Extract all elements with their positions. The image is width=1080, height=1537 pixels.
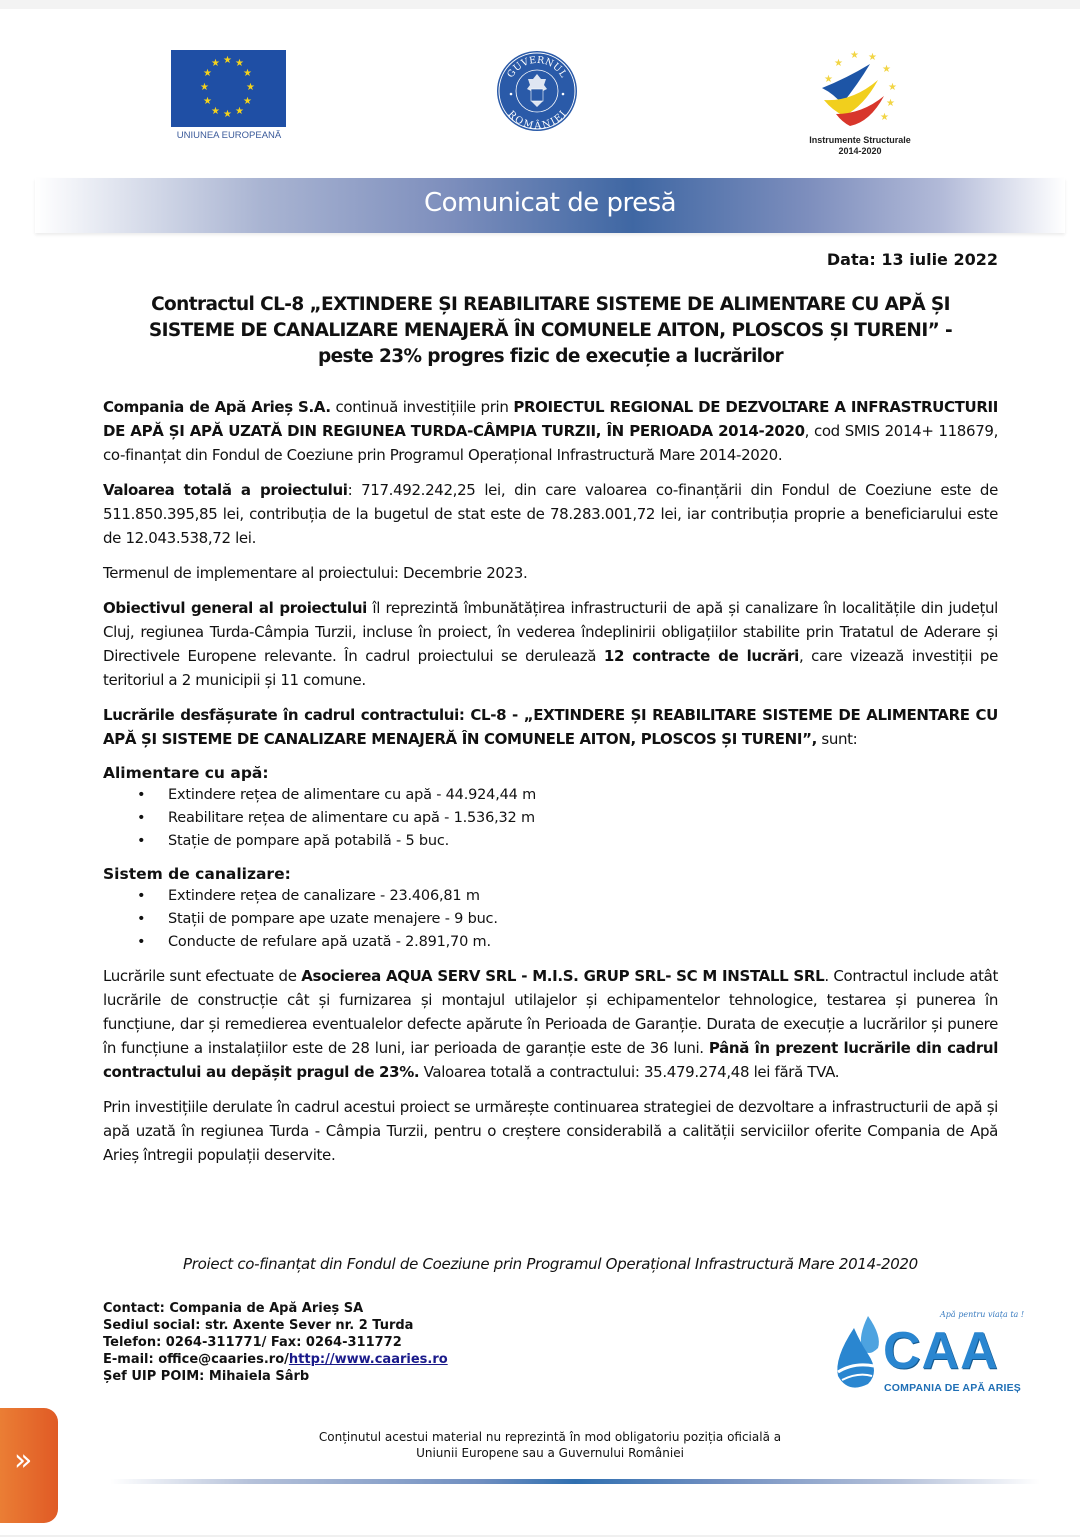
title-line3: peste 23% progres fizic de execuție a lucrărilor: [317, 346, 784, 367]
paragraph-project-value: [103, 478, 998, 550]
svg-text:★: ★: [868, 52, 877, 63]
contact-address: Sediul social: str. Axente Sever nr. 2 Turda: [103, 1318, 414, 1333]
objective-text: îl reprezintă îmbunătățirea infrastructurii de apă și canalizare în localitățile din județul Cluj, regiunea Turda-Câmpia Turzii, incluse în proiect, în vederea îndeplinirii obligațiilor stabilite prin Tratatul de Aderare și Directivele Europene relevante. În cadrul proiectului se derulează: [103, 599, 998, 665]
caa-logo: [828, 1310, 1038, 1400]
logo-header: [0, 40, 1080, 170]
banner-title: Comunicat de presă: [423, 188, 677, 218]
list-item: • Stații de pompare ape uzate menajere - 9 buc.: [137, 908, 998, 931]
eu-label: UNIUNEA EUROPEANĂ: [176, 130, 282, 141]
website-link[interactable]: http://www.caaries.ro: [288, 1352, 448, 1367]
contact-manager: Șef UIP POIM: Mihaiela Sârb: [103, 1369, 310, 1384]
star-icon: ★: [223, 109, 232, 120]
contracts-count: 12 contracte de lucrări: [603, 647, 799, 665]
project-value-label: Valoarea totală a proiectului: [103, 481, 348, 499]
list-item: • Extindere rețea de alimentare cu apă - 44.924,44 m: [137, 784, 998, 807]
water-supply-heading: Alimentare cu apă:: [103, 764, 269, 782]
caa-slogan: Apă pentru viața ta !: [940, 1310, 1025, 1319]
water-supply-list: [137, 784, 998, 853]
list-item: • Conducte de refulare apă uzată - 2.891,70 m.: [137, 931, 998, 954]
progress-statement: Până în prezent lucrările din cadrul contractului au depășit pragul de 23%.: [103, 1039, 998, 1081]
sewerage-list: [137, 885, 998, 954]
objective-text-end: , care vizează investiții pe teritoriul a 2 municipii și 11 comune.: [103, 647, 998, 689]
star-icon: ★: [246, 82, 255, 93]
works-label: Lucrările desfășurate în cadrul contractului: CL-8 - „EXTINDERE ȘI REABILITARE SISTEME DE ALIMENTARE CU APĂ ȘI SISTEME DE CANALIZARE MENAJERĂ ÎN COMUNELE AITON, PLOSCOS ȘI TURENI”,: [103, 706, 998, 748]
star-icon: ★: [243, 96, 252, 107]
disclaimer-line2: Uniunii Europene sau a Guvernului României: [416, 1446, 684, 1460]
works-text: sunt:: [816, 730, 858, 748]
sewerage-heading: Sistem de canalizare:: [103, 865, 291, 883]
star-icon: ★: [211, 58, 220, 69]
list-item: • Extindere rețea de canalizare - 23.406,81 m: [137, 885, 998, 908]
intro-text-end: , cod SMIS 2014+ 118679, co-finanțat din Fondul de Coeziune prin Programul Operațional Infrastructură Mare 2014-2020.: [103, 422, 998, 464]
contractor-name: Asocierea AQUA SERV SRL - M.I.S. GRUP SRL- SC M INSTALL SRL: [301, 967, 825, 985]
caa-company-name: COMPANIA DE APĂ ARIEȘ: [884, 1382, 1022, 1394]
is-label-line1: Instrumente Structurale: [809, 135, 911, 145]
contract-details: . Contractul include atât lucrările de construcție cât și furnizarea și montajul utilajelor și echipamentelor tehnologice, testarea și punerea în funcțiune, dar și remedierea eventualelor defecte apărute în Perioada de Garanție. Durata de execuție a lucrărilor și punere în funcțiune a instalațiilor este de 28 luni, iar perioada de garanție este de 36 luni.: [103, 967, 999, 1057]
star-icon: ★: [203, 68, 212, 79]
title-line1: Contractul CL-8 „EXTINDERE ȘI REABILITARE SISTEME DE ALIMENTARE CU APĂ ȘI: [151, 294, 950, 315]
star-icon: ★: [243, 68, 252, 79]
star-icon: ★: [223, 55, 232, 66]
svg-text:★: ★: [882, 64, 891, 75]
title-line2: SISTEME DE CANALIZARE MENAJERĂ ÎN COMUNELE AITON, PLOSCOS ȘI TURENI” -: [148, 320, 953, 341]
paragraph-conclusion: Prin investițiile derulate în cadrul acestui proiect se urmărește continuarea strategiei de dezvoltare a infrastructurii de apă și apă uzată în regiunea Turda - Câmpia Turzii, pentru o creștere considerabilă a calității serviciilor oferite Compania de Apă Arieș întregii populații deservite.: [103, 1098, 998, 1164]
star-icon: ★: [200, 82, 209, 93]
svg-text:★: ★: [850, 50, 859, 61]
paragraph-deadline: Termenul de implementare al proiectului: Decembrie 2023.: [103, 564, 528, 582]
paragraph-intro: [103, 395, 998, 467]
company-name: Compania de Apă Arieș S.A.: [103, 398, 331, 416]
contact-email-row: [103, 1351, 448, 1368]
project-name: PROIECTUL REGIONAL DE DEZVOLTARE A INFRASTRUCTURII DE APĂ ȘI APĂ UZATĂ DIN REGIUNEA TURDA-CÂMPIA TURZII, ÎN PERIOADA 2014-2020: [103, 398, 999, 440]
svg-text:★: ★: [824, 74, 833, 85]
contact-block: [103, 1300, 448, 1385]
paragraph-contractor: [103, 964, 998, 1084]
list-item: • Stație de pompare apă potabilă - 5 buc.: [137, 830, 998, 853]
document-title: [95, 292, 1006, 370]
gov-seal-text-bottom: ROMÂNIEI: [505, 108, 569, 132]
contact-phone: Telefon: 0264-311771/ Fax: 0264-311772: [103, 1335, 402, 1350]
disclaimer-line1: Conținutul acestui material nu reprezintă în mod obligatoriu poziția oficială a: [318, 1430, 782, 1444]
intro-text: continuă investițiile prin: [330, 398, 514, 416]
next-page-button[interactable]: [0, 1408, 58, 1523]
project-value-text: : 717.492.242,25 lei, din care valoarea co-finanțării din Fondul de Coeziune este de 511.850.395,85 lei, contribuția de la bugetul de stat este de 78.283.001,72 lei, iar contribuția proprie a beneficiarului este de 12.043.538,72 lei.: [103, 481, 998, 547]
cofinance-note: Proiect co-finanțat din Fondul de Coeziune prin Programul Operațional Infrastructură Mare 2014-2020: [183, 1255, 918, 1273]
star-icon: ★: [211, 106, 220, 117]
star-icon: ★: [203, 96, 212, 107]
svg-text:★: ★: [888, 82, 897, 93]
release-date: Data: 13 iulie 2022: [826, 250, 998, 269]
paragraph-objective: [103, 596, 998, 692]
gov-seal-text-top: GUVERNUL: [505, 54, 569, 80]
water-drops-icon: [828, 1314, 888, 1394]
contract-value: Valoarea totală a contractului: 35.479.274,48 lei fără TVA.: [419, 1063, 840, 1081]
svg-text:★: ★: [834, 58, 843, 69]
double-chevron-right-icon: »: [14, 1443, 33, 1478]
star-icon: ★: [235, 58, 244, 69]
list-item: • Reabilitare rețea de alimentare cu apă - 1.536,32 m: [137, 807, 998, 830]
svg-text:★: ★: [880, 112, 889, 123]
contact-company: Contact: Compania de Apă Arieș SA: [103, 1301, 364, 1316]
document-body: [103, 395, 998, 1178]
objective-label: Obiectivul general al proiectului: [103, 599, 367, 617]
press-release-banner: [35, 178, 1065, 233]
footer-divider: [110, 1479, 1040, 1484]
disclaimer: [250, 1429, 850, 1461]
caa-wordmark: CAA: [883, 1322, 999, 1380]
contractor-text: Lucrările sunt efectuate de: [103, 967, 302, 985]
structural-instruments-logo: [812, 44, 912, 134]
is-label-line2: 2014-2020: [838, 146, 882, 156]
star-icon: ★: [235, 106, 244, 117]
structural-instruments-label: [790, 135, 930, 157]
paragraph-works: [103, 703, 998, 751]
svg-text:★: ★: [886, 98, 895, 109]
contact-email: E-mail: office@caaries.ro/: [103, 1352, 289, 1367]
top-status-bar: [0, 0, 1080, 9]
romanian-government-seal: [496, 50, 578, 132]
eu-flag-logo: [171, 50, 286, 127]
